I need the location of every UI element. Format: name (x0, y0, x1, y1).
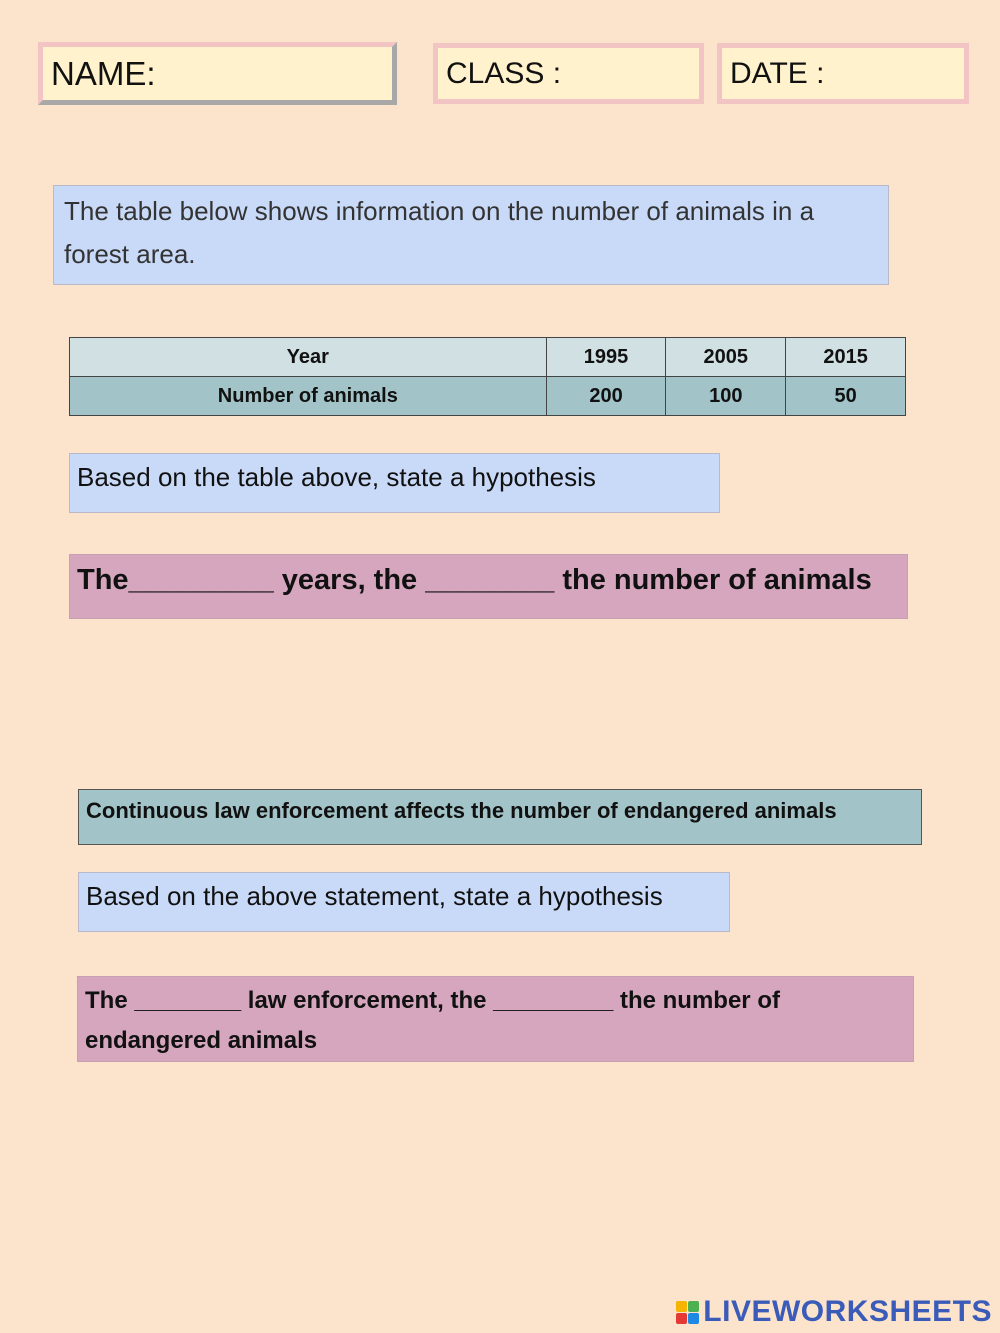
liveworksheets-brand (676, 1295, 992, 1329)
question1-prompt: Based on the table above, state a hypothesis (69, 453, 720, 513)
question1-fill-in[interactable]: The_________ years, the ________ the number of animals (69, 554, 908, 619)
logo-square (688, 1301, 699, 1312)
table-cell: 2005 (666, 338, 786, 377)
table-cell: Number of animals (70, 377, 547, 416)
question2-fill-in[interactable]: The ________ law enforcement, the _________ the number of endangered animals (77, 976, 914, 1062)
logo-square (676, 1313, 687, 1324)
question2-statement: Continuous law enforcement affects the number of endangered animals (78, 789, 922, 845)
table-cell: 1995 (546, 338, 666, 377)
date-field[interactable] (717, 43, 969, 104)
logo-square (688, 1313, 699, 1324)
name-field[interactable] (38, 42, 397, 105)
table-row (70, 377, 906, 416)
animals-table (69, 337, 906, 416)
class-label: CLASS : (446, 56, 562, 90)
table-cell: 2015 (786, 338, 906, 377)
table-cell: Year (70, 338, 547, 377)
question2-prompt: Based on the above statement, state a hypothesis (78, 872, 730, 932)
class-field[interactable] (433, 43, 704, 104)
liveworksheets-logo-icon (676, 1301, 699, 1324)
name-label: NAME: (51, 54, 156, 92)
intro-text: The table below shows information on the number of animals in a forest area. (53, 185, 889, 285)
logo-square (676, 1301, 687, 1312)
brand-text: LIVEWORKSHEETS (703, 1295, 992, 1328)
table-cell: 200 (546, 377, 666, 416)
table-cell: 50 (786, 377, 906, 416)
table-cell: 100 (666, 377, 786, 416)
table-row (70, 338, 906, 377)
date-label: DATE : (730, 56, 825, 90)
